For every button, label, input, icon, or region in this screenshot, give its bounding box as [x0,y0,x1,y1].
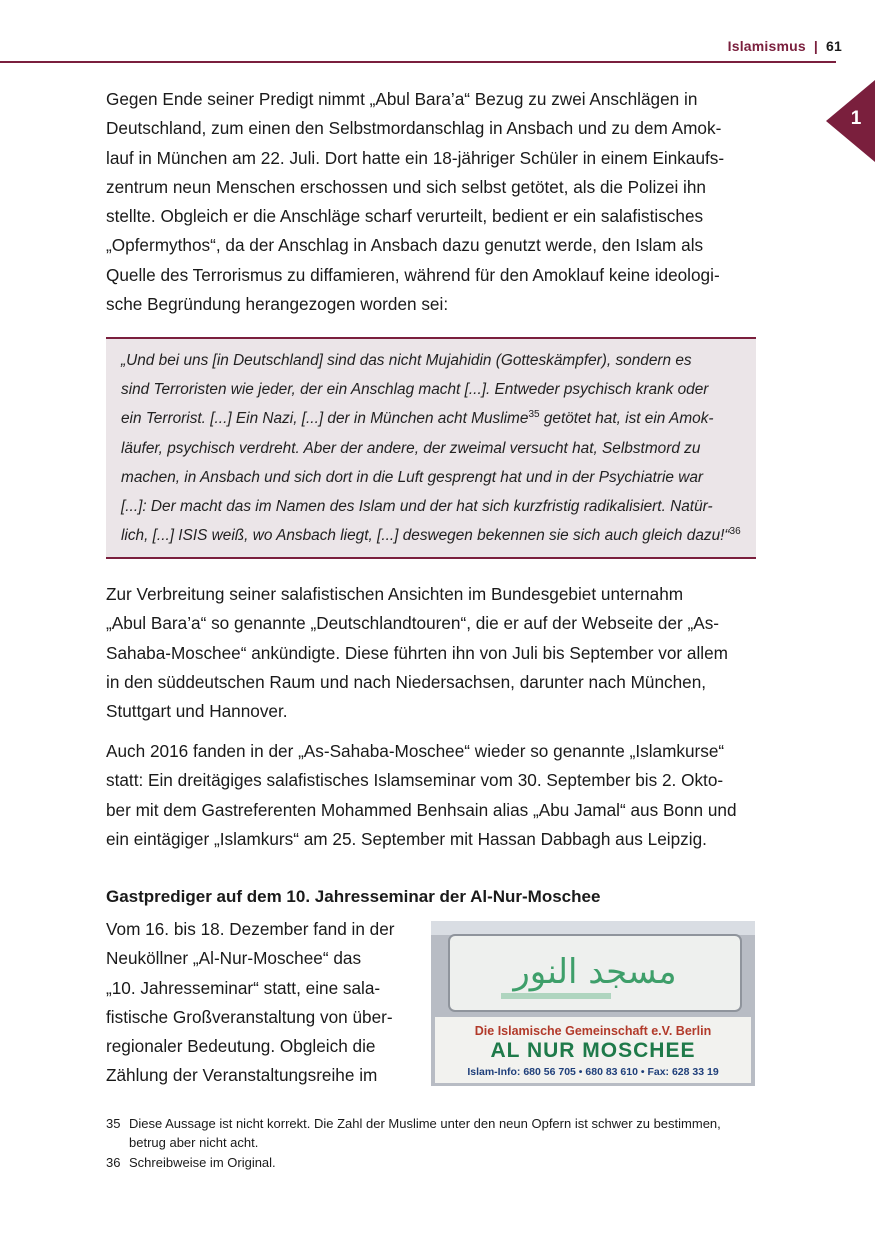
footnotes [106,1115,756,1175]
text-line: Zur Verbreitung seiner salafistischen Ansichten im Bundesgebiet unternahm [106,584,684,604]
footnote-ref-35: 35 [528,409,540,421]
header-rule [0,61,836,63]
sign-line-2: AL NUR MOSCHEE [490,1039,696,1062]
quote-line: „Und bei uns [in Deutschland] sind das nicht Mujahidin (Gotteskämpfer), sondern es [121,352,692,369]
footnote-number: 36 [106,1155,121,1170]
text-line: zentrum neun Menschen erschossen und sich selbst getötet, als die Polizei ihn [106,176,706,197]
sign-line-3: Islam-Info: 680 56 705 • 680 83 610 • Fax: 628 33 19 [467,1066,719,1078]
quote-text: ein Terrorist. [...] Ein Nazi, [...] der in München acht Muslime [121,410,529,428]
section-title: Islamismus [727,38,806,54]
quote-line: sind Terroristen wie jeder, der ein Anschlag macht [...]. Entweder psychisch krank oder [121,381,709,399]
page-number: 61 [826,38,842,54]
text-line: Vom 16. bis 18. Dezember fand in der [106,919,395,939]
footnote-text: Diese Aussage ist nicht korrekt. Die Zahl der Muslime unter den neun Opfern ist schwer zu bestimmen, [129,1116,721,1131]
sign-line-1: Die Islamische Gemeinschaft e.V. Berlin [474,1024,712,1038]
header-separator: | [813,38,819,54]
quote-line: machen, in Ansbach und sich dort in die Luft gesprengt hat und in der Psychiatrie war [121,468,704,486]
text-line: statt: Ein dreitägiges salafistisches Islamseminar vom 30. September bis 2. Okto- [106,770,724,791]
footnote-text: betrug aber nicht acht. [129,1134,259,1150]
section-subheading: Gastprediger auf dem 10. Jahresseminar der Al-Nur-Moschee [106,887,601,906]
mosque-sign-image [431,921,755,1086]
text-line: Gegen Ende seiner Predigt nimmt „Abul Bara’a“ Bezug zu zwei Anschlägen in [106,89,698,109]
quote-line: läufer, psychisch verdreht. Aber der andere, der zweimal versucht hat, Selbstmord zu [121,439,701,457]
quote-line [121,404,741,433]
paragraph-3 [106,737,756,854]
mosque-sign-photo [431,921,755,1086]
running-head [728,38,842,54]
footnote-number: 35 [106,1116,121,1131]
paragraph-4 [106,915,413,1091]
text-line: „10. Jahresseminar“ statt, eine sala- [106,977,381,998]
text-line: ein eintägiger „Islamkurs“ am 25. September mit Hassan Dabbagh aus Leipzig. [106,828,707,849]
text-line: regionaler Bedeutung. Obgleich die [106,1036,376,1057]
text-line: sche Begründung herangezogen worden sei: [106,294,449,315]
quote-line: [...]: Der macht das im Namen des Islam und der hat sich kurzfristig radikalisiert. Natür- [121,498,713,516]
text-line: Stuttgart und Hannover. [106,701,288,722]
quote-text: lich, [...] ISIS weiß, wo Ansbach liegt, [...] deswegen bekennen sie sich auch gleich dazu!“ [121,527,730,545]
text-line: Auch 2016 fanden in der „As-Sahaba-Moschee“ wieder so genannte „Islamkurse“ [106,741,725,761]
footnote-35 [106,1115,756,1152]
text-line: Zählung der Veranstaltungsreihe im [106,1065,378,1086]
text-line: „Opfermythos“, da der Anschlag in Ansbach dazu genutzt werde, den Islam als [106,235,704,256]
quote-text: getötet hat, ist ein Amok- [539,410,714,428]
text-line: Quelle des Terrorismus zu diffamieren, während für den Amoklauf keine ideologi- [106,264,720,285]
chapter-number: 1 [850,108,862,129]
paragraph-1 [106,85,756,319]
arabic-sign-text: مسجد النور [513,952,677,992]
text-line: fistische Großveranstaltung von über- [106,1006,393,1027]
text-line: stellte. Obgleich er die Anschläge scharf verurteilt, bedient er ein salafistisches [106,206,704,227]
paragraph-2 [106,580,756,726]
quote-line [121,521,741,550]
text-line: „Abul Bara’a“ so genannte „Deutschlandtouren“, die er auf der Webseite der „As- [106,613,720,634]
text-line: in den süddeutschen Raum und nach Niedersachsen, darunter nach München, [106,671,707,692]
footnote-ref-36: 36 [729,526,741,538]
text-line: Neuköllner „Al-Nur-Moschee“ das [106,948,362,969]
footnote-text: Schreibweise im Original. [129,1155,276,1170]
footnote-36 [106,1154,756,1173]
text-line: ber mit dem Gastreferenten Mohammed Benhsain alias „Abu Jamal“ aus Bonn und [106,799,737,820]
text-line: Sahaba-Moschee“ ankündigte. Diese führten ihn von Juli bis September vor allem [106,642,728,663]
text-line: Deutschland, zum einen den Selbstmordanschlag in Ansbach und zu dem Amok- [106,118,722,139]
text-line: lauf in München am 22. Juli. Dort hatte ein 18-jähriger Schüler in einem Einkaufs- [106,147,725,168]
block-quote [121,346,741,550]
